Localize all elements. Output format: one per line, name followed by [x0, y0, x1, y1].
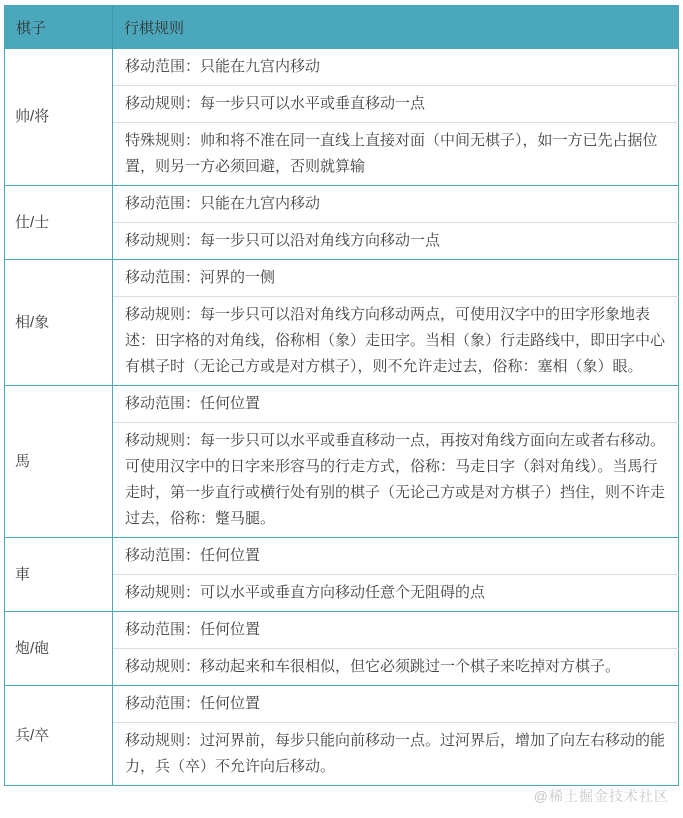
rule-cell: 移动规则：移动起来和车很相似，但它必须跳过一个棋子来吃掉对方棋子。 [113, 649, 679, 686]
rule-row [5, 686, 679, 723]
rule-cell: 移动规则：每一步只可以沿对角线方向移动一点 [113, 223, 679, 260]
piece-cell: 帅/将 [5, 49, 113, 186]
rule-row [5, 49, 679, 86]
piece-cell: 馬 [5, 386, 113, 538]
rule-cell: 移动范围：任何位置 [113, 612, 679, 649]
table-header [5, 6, 679, 49]
rule-cell: 移动规则：每一步只可以沿对角线方向移动两点，可使用汉字中的田字形象地表述：田字格的对角线，俗称相（象）走田字。当相（象）行走路线中，即田字中心有棋子时（无论己方或是对方棋子），则不允许走过去，俗称：塞相（象）眼。 [113, 297, 679, 386]
rule-row [5, 538, 679, 575]
site-watermark: @稀土掘金技术社区 [533, 788, 669, 804]
rule-cell: 特殊规则：帅和将不准在同一直线上直接对面（中间无棋子），如一方已先占据位置，则另一方必须回避，否则就算输 [113, 123, 679, 186]
rule-cell: 移动规则：可以水平或垂直方向移动任意个无阻碍的点 [113, 575, 679, 612]
rule-cell: 移动规则：每一步只可以水平或垂直移动一点，再按对角线方面向左或者右移动。可使用汉字中的日字来形容马的行走方式，俗称：马走日字（斜对角线）。当馬行走时，第一步直行或横行处有别的棋子（无论己方或是对方棋子）挡住，则不许走过去，俗称：蹩马腿。 [113, 423, 679, 538]
rule-cell: 移动范围：任何位置 [113, 386, 679, 423]
rule-row [5, 186, 679, 223]
piece-cell: 車 [5, 538, 113, 612]
rule-cell: 移动规则：过河界前，每步只能向前移动一点。过河界后，增加了向左右移动的能力，兵（卒）不允许向后移动。 [113, 723, 679, 786]
piece-cell: 仕/士 [5, 186, 113, 260]
rule-cell: 移动范围：只能在九宫内移动 [113, 186, 679, 223]
column-header-piece: 棋子 [5, 6, 113, 49]
rule-cell: 移动范围：河界的一侧 [113, 260, 679, 297]
rule-cell: 移动范围：任何位置 [113, 538, 679, 575]
rule-cell: 移动规则：每一步只可以水平或垂直移动一点 [113, 86, 679, 123]
rule-row [5, 260, 679, 297]
piece-cell: 炮/砲 [5, 612, 113, 686]
rule-cell: 移动范围：只能在九宫内移动 [113, 49, 679, 86]
piece-cell: 兵/卒 [5, 686, 113, 786]
piece-cell: 相/象 [5, 260, 113, 386]
column-header-rules: 行棋规则 [113, 6, 679, 49]
rule-row [5, 612, 679, 649]
rule-cell: 移动范围：任何位置 [113, 686, 679, 723]
table-body [5, 49, 679, 786]
chess-rules-table [4, 5, 679, 786]
rule-row [5, 386, 679, 423]
